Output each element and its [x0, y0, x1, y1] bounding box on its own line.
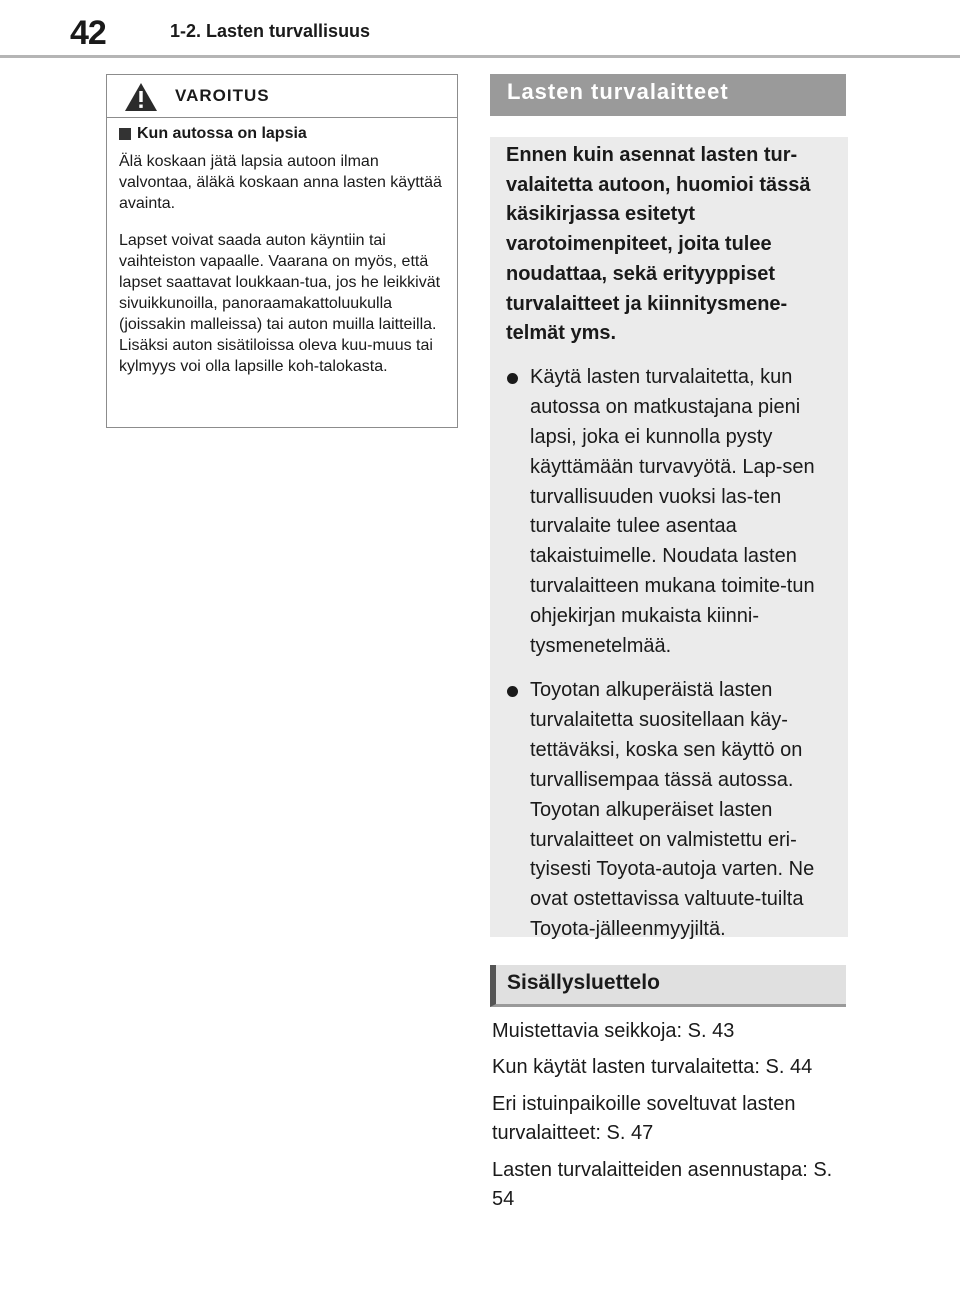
page-number: 42	[70, 14, 106, 52]
warning-paragraph: Älä koskaan jätä lapsia autoon ilman valvontaa, äläkä koskaan anna lasten käyttää avainta.	[119, 153, 442, 212]
bullet-dot-icon	[507, 686, 518, 697]
toc-entry[interactable]: Kun käytät lasten turvalaitetta: S. 44	[492, 1056, 813, 1079]
toc-heading: Sisällysluettelo	[490, 965, 846, 1007]
list-item-text: Toyotan alkuperäistä lasten turvalaitetta suositellaan käy-tettäväksi, koska sen käyttö on turvallisempaa tässä autossa. Toyotan alkuperäiset lasten turvalaitteet on valmistettu eri-tyisesti Toyota-autoja varten. Ne ovat ostettavissa valtuute-tuilta Toyota-jälleenmyyjiltä.	[530, 678, 815, 941]
toc-list	[492, 1017, 848, 1222]
warning-subheading-text: Kun autossa on lapsia	[137, 125, 307, 142]
warning-paragraph: Lapset voivat saada auton käyntiin tai vaihteiston vapaalle. Vaarana on myös, että lapset saattavat loukkaan-tua, jos he leikkivät sivuikkunoilla, panoraamakattoluukulla (joissakin malleissa) tai auton muilla laitteilla. Lisäksi auton sisätiloissa oleva kuu-muus tai kylmyys voi olla lapsille koh-talokasta.	[119, 232, 441, 375]
warning-header	[107, 75, 457, 118]
section-heading: Lasten turvalaitteet	[490, 74, 846, 116]
square-bullet-icon	[119, 128, 131, 140]
warning-label: VAROITUS	[175, 86, 270, 105]
section-title: 1-2. Lasten turvallisuus	[170, 21, 371, 41]
list-item-text: Käytä lasten turvalaitetta, kun autossa on matkustajana pieni lapsi, joka ei kunnolla pysty käyttämään turvavyötä. Lap-sen turvallisuuden vuoksi las-ten turvalaite tulee asentaa takaistuimelle. Noudata lasten turvalaitteen mukana toimite-tun ohjekirjan mukaista kiinni-tysmenetelmää.	[530, 365, 815, 658]
list-item	[506, 363, 832, 662]
warning-triangle-icon	[124, 82, 158, 112]
toc-entry[interactable]: Eri istuinpaikoille soveltuvat lasten turvalaitteet: S. 47	[492, 1092, 796, 1145]
warning-body	[107, 118, 457, 377]
intro-lead: Ennen kuin asennat lasten tur-valaitetta autoon, huomioi tässä käsikirjassa esitetyt varotoimenpiteet, joita tulee noudattaa, sekä erityyppiset turvalaitteet ja kiinnitysmene-telmät yms.	[506, 144, 811, 345]
toc-entry[interactable]: Lasten turvalaitteiden asennustapa: S. 54	[492, 1158, 833, 1211]
intro-box	[490, 137, 848, 941]
warning-subheading	[119, 125, 443, 143]
list-item	[506, 676, 832, 945]
bullet-dot-icon	[507, 373, 518, 384]
toc-entry[interactable]: Muistettavia seikkoja: S. 43	[492, 1020, 735, 1042]
warning-box	[106, 74, 458, 428]
header-divider	[0, 55, 960, 58]
